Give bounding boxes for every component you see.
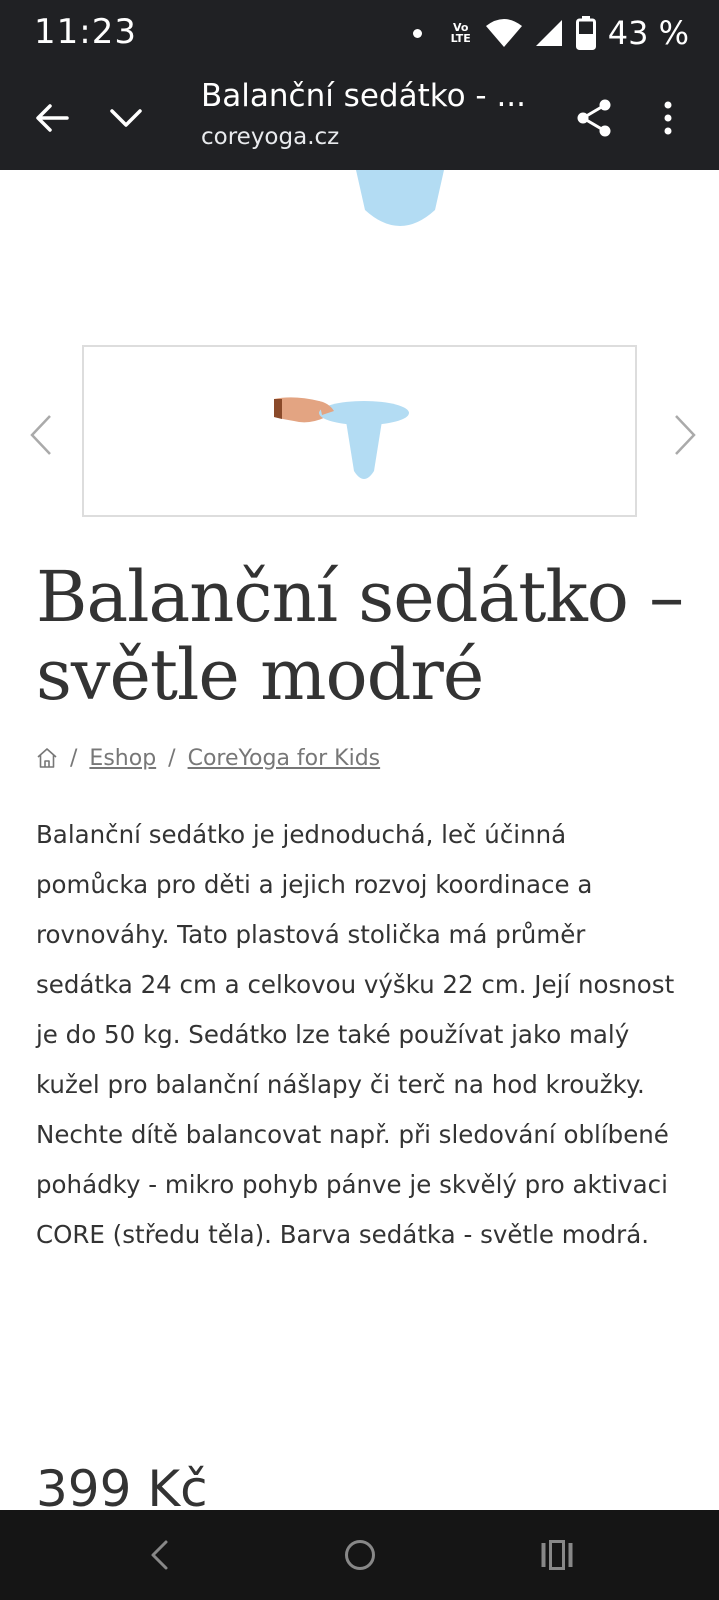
more-options-button[interactable] (642, 92, 694, 144)
product-title: Balanční sedátko – světle modré (36, 556, 684, 716)
breadcrumb-link-coreyoga-for-kids[interactable]: CoreYoga for Kids (187, 745, 381, 771)
breadcrumb-link-eshop[interactable]: Eshop (89, 745, 157, 771)
nav-recents-icon (540, 1540, 574, 1570)
chevron-left-icon (22, 410, 62, 460)
more-vert-icon (663, 101, 673, 135)
nav-back-button[interactable] (135, 1530, 185, 1580)
battery-icon (576, 16, 596, 50)
signal-icon (534, 18, 564, 48)
nav-back-icon (148, 1539, 172, 1571)
notification-dot-icon (413, 29, 422, 38)
browser-toolbar (0, 66, 719, 170)
page-title: Balanční sedátko - ... (201, 78, 527, 114)
chevron-down-icon (109, 108, 143, 128)
page-domain: coreyoga.cz (201, 124, 340, 150)
main-product-image[interactable] (340, 170, 460, 234)
nav-home-icon (343, 1538, 377, 1572)
system-navigation-bar (0, 1510, 719, 1600)
status-icons (413, 12, 689, 54)
home-icon[interactable] (36, 747, 58, 769)
status-time: 11:23 (34, 12, 137, 52)
gallery-next-button[interactable] (664, 410, 704, 460)
page-content (0, 170, 719, 1510)
share-button[interactable] (568, 92, 620, 144)
share-icon (576, 99, 612, 137)
breadcrumb-separator: / (168, 745, 176, 771)
back-arrow-icon (35, 103, 69, 133)
gallery-prev-button[interactable] (22, 410, 62, 460)
chevron-right-icon (664, 410, 704, 460)
back-button[interactable] (26, 92, 78, 144)
nav-recents-button[interactable] (532, 1530, 582, 1580)
gallery-thumbnail[interactable] (82, 345, 637, 517)
collapse-button[interactable] (100, 92, 152, 144)
product-description: Balanční sedátko je jednoduchá, leč účinná pomůcka pro děti a jejich rozvoj koordinace a rovnováhy. Tato plastová stolička má průměr sedátka 24 cm a celkovou výšku 22 cm. Její nosnost je do 50 kg. Sedátko lze také používat jako malý kužel pro balanční nášlapy či terč na hod kroužky. Nechte dítě balancovat např. při sledování oblíbené pohádky - mikro pohyb pánve je skvělý pro aktivaci CORE (středu těla). Barva sedátka - světle modrá. (36, 820, 675, 1249)
breadcrumb-separator: / (70, 745, 78, 771)
battery-percent: 43 % (607, 14, 689, 52)
volte-icon: Vo LTE (450, 21, 471, 45)
wifi-icon (486, 18, 522, 48)
product-price: 399 Kč (36, 1460, 208, 1510)
product-thumbnail-image (274, 391, 424, 491)
status-bar (0, 0, 719, 66)
breadcrumb (36, 741, 380, 775)
nav-home-button[interactable] (335, 1530, 385, 1580)
